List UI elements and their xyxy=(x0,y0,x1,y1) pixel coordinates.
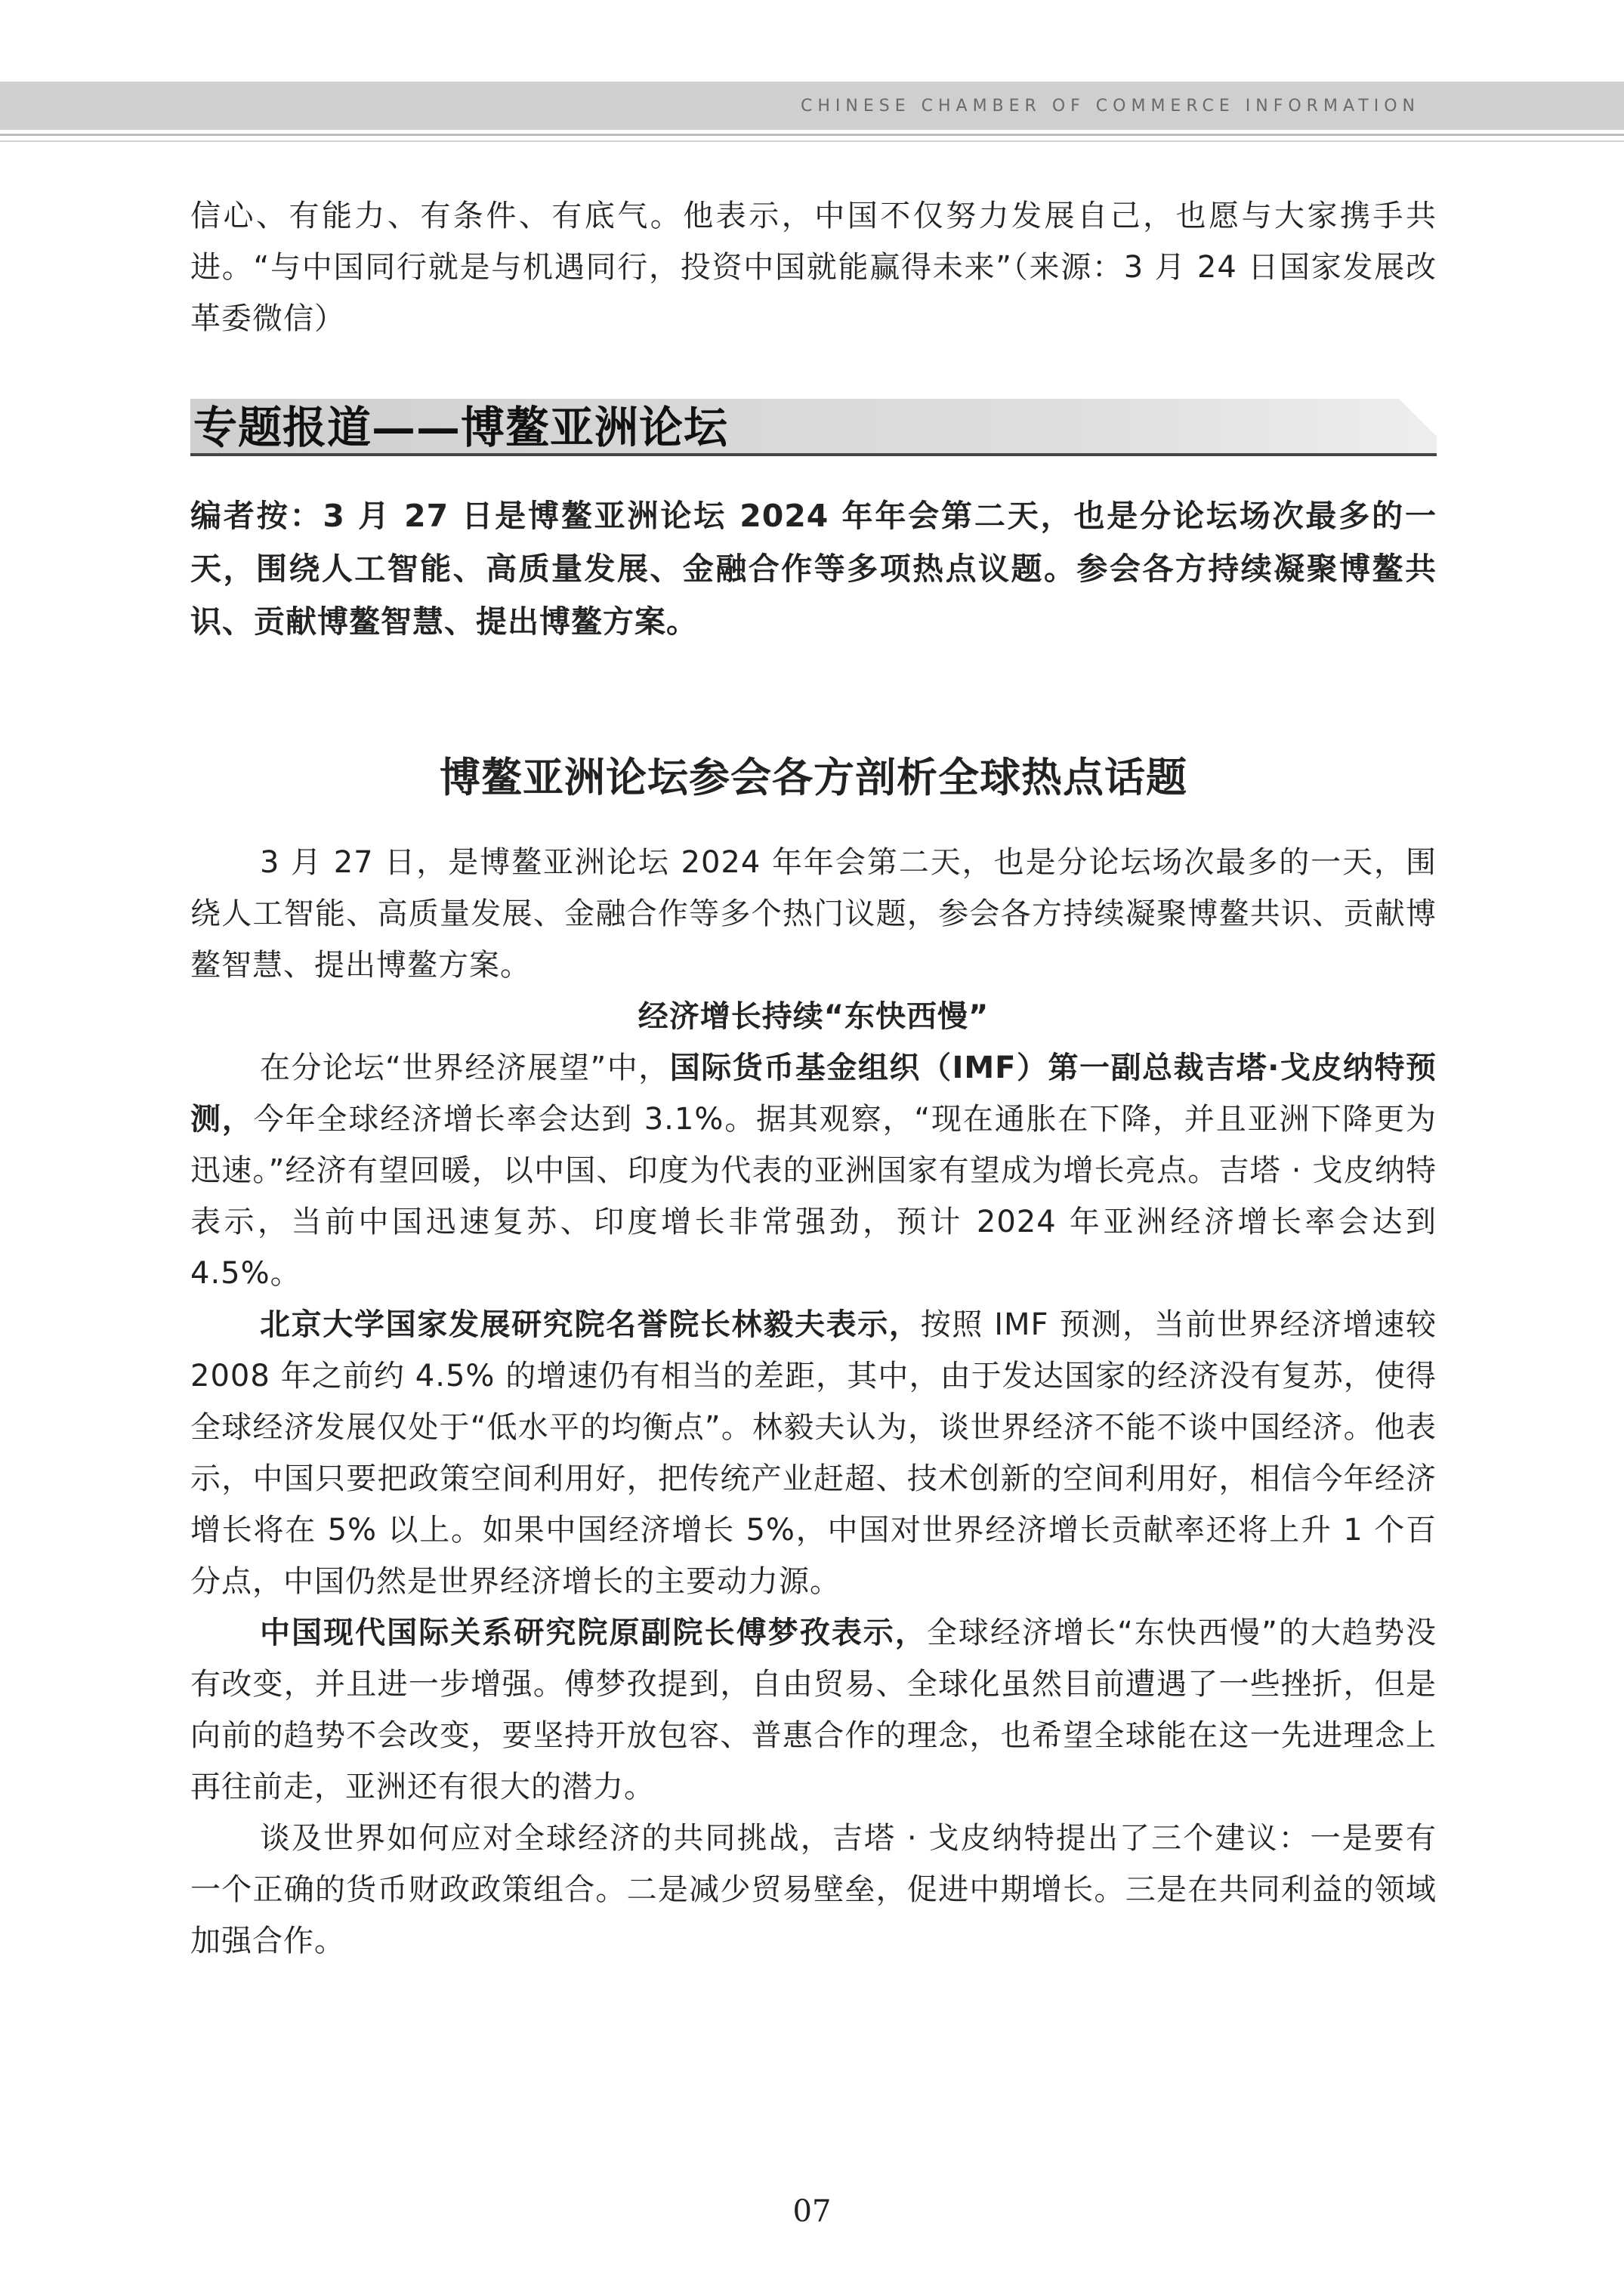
header-rule xyxy=(0,134,1624,136)
paragraph-4 xyxy=(190,1607,1437,1813)
paragraph-2-rest: 今年全球经济增长率会达到 3.1%。据其观察，“现在通胀在下降，并且亚洲下降更为迅速。”经济有望回暖，以中国、印度为代表的亚洲国家有望成为增长亮点。吉塔 · 戈皮纳特表示，当前中国迅速复苏、印度增长非常强劲，预计 2024 年亚洲经济增长率会达到 4.5%。 xyxy=(190,1102,1437,1291)
section-title: 专题报道——博鳌亚洲论坛 xyxy=(193,402,729,453)
page-number: 07 xyxy=(792,2194,832,2229)
paragraph-3 xyxy=(190,1299,1437,1607)
intro-paragraph: 信心、有能力、有条件、有底气。他表示，中国不仅努力发展自己，也愿与大家携手共进。“与中国同行就是与机遇同行，投资中国就能赢得未来”（来源：3 月 24 日国家发展改革委微信） xyxy=(190,199,1437,336)
paragraph-5: 谈及世界如何应对全球经济的共同挑战，吉塔 · 戈皮纳特提出了三个建议：一是要有一个正确的货币财政政策组合。二是减少贸易壁垒，促进中期增长。三是在共同利益的领域加强合作。 xyxy=(190,1821,1437,1958)
article-subheading: 经济增长持续“东快西慢” xyxy=(638,999,990,1034)
publication-name: CHINESE CHAMBER OF COMMERCE INFORMATION xyxy=(801,97,1420,116)
article-title: 博鳌亚洲论坛参会各方剖析全球热点话题 xyxy=(440,754,1187,801)
editor-note-text: 编者按：3 月 27 日是博鳌亚洲论坛 2024 年年会第二天，也是分论坛场次最多的一天，围绕人工智能、高质量发展、金融合作等多项热点议题。参会各方持续凝聚博鳌共识、贡献博鳌智慧、提出博鳌方案。 xyxy=(190,498,1437,640)
paragraph-3-rest: 按照 IMF 预测，当前世界经济增速较 2008 年之前约 4.5% 的增速仍有相当的差距，其中，由于发达国家的经济没有复苏，使得全球经济发展仅处于“低水平的均衡点”。林毅夫认为，谈世界经济不能不谈中国经济。他表示，中国只要把政策空间利用好，把传统产业赶超、技术创新的空间利用好，相信今年经济增长将在 5% 以上。如果中国经济增长 5%，中国对世界经济增长贡献率还将上升 1 个百分点，中国仍然是世界经济增长的主要动力源。 xyxy=(190,1307,1437,1599)
paragraph-2-lead: 在分论坛“世界经济展望”中， xyxy=(260,1051,670,1085)
article-body xyxy=(190,837,1437,1967)
intro-block xyxy=(190,190,1437,344)
paragraph-1: 3 月 27 日，是博鳌亚洲论坛 2024 年年会第二天，也是分论坛场次最多的一天，围绕人工智能、高质量发展、金融合作等多个热门议题，参会各方持续凝聚博鳌共识、贡献博鳌智慧、提出博鳌方案。 xyxy=(190,845,1437,983)
paragraph-2-bold: 国际货币基金组织（IMF）第一副总裁吉塔·戈皮纳特预测， xyxy=(190,1051,1437,1137)
header-rule-thin xyxy=(0,140,1624,142)
section-rule xyxy=(190,453,1437,456)
paragraph-3-bold: 北京大学国家发展研究院名誉院长林毅夫表示， xyxy=(260,1307,921,1342)
editor-note xyxy=(190,489,1437,648)
paragraph-4-rest: 全球经济增长“东快西慢”的大趋势没有改变，并且进一步增强。傅梦孜提到，自由贸易、全球化虽然目前遭遇了一些挫折，但是向前的趋势不会改变，要坚持开放包容、普惠合作的理念，也希望全球能在这一先进理念上再往前走，亚洲还有很大的潜力。 xyxy=(190,1616,1437,1804)
paragraph-4-bold: 中国现代国际关系研究院原副院长傅梦孜表示， xyxy=(260,1616,927,1650)
paragraph-2 xyxy=(190,1042,1437,1299)
